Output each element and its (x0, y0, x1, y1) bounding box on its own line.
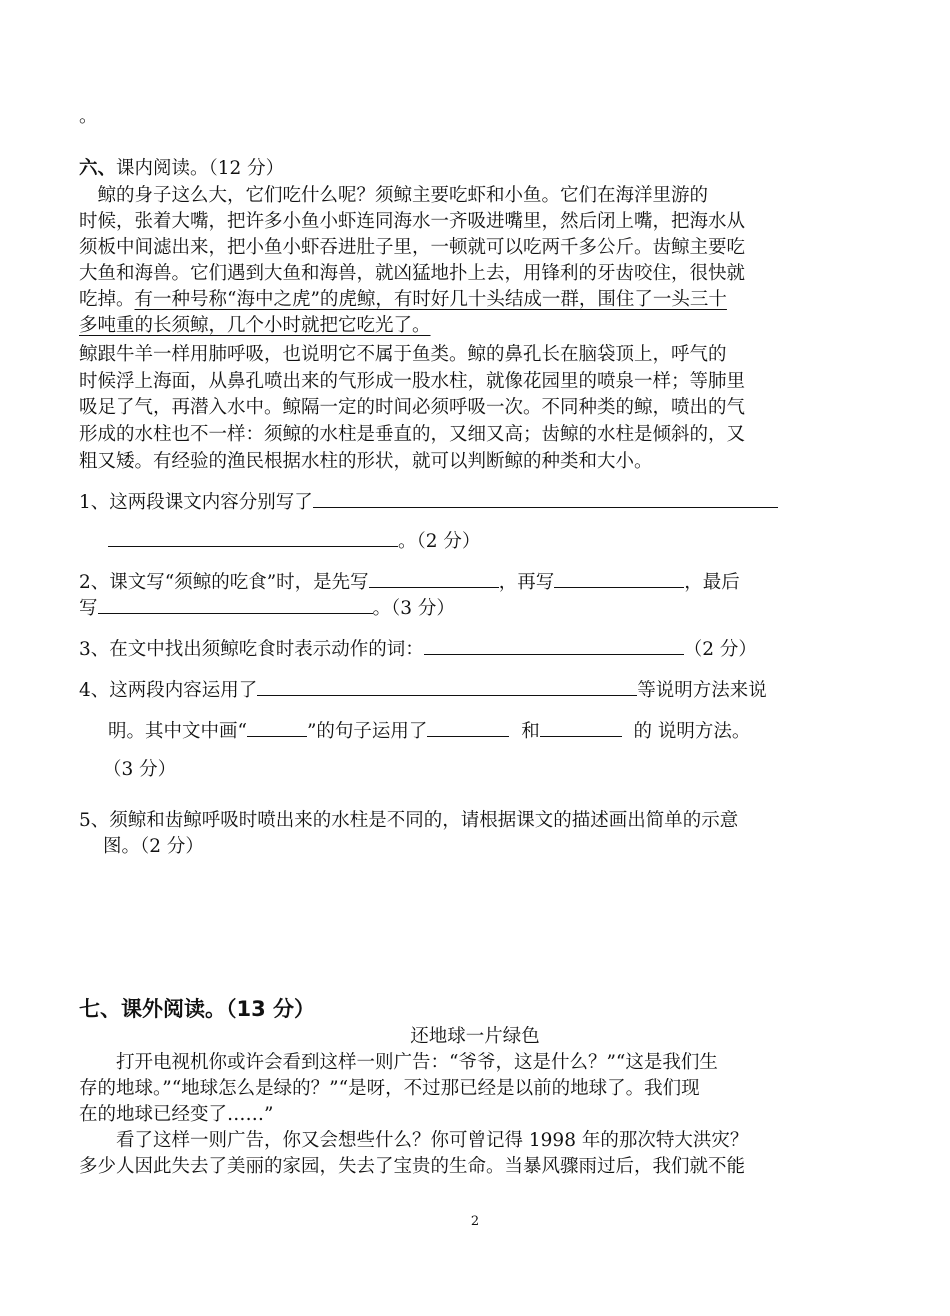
article-title: 还地球一片绿色 (410, 1026, 540, 1047)
para1-line-6 (79, 313, 809, 339)
para1-line-1: 鲸的身子这么大，它们吃什么呢？须鲸主要吃虾和小鱼。它们在海洋里游的 (79, 185, 709, 206)
question-2-part-3: ，最后 (684, 572, 740, 593)
article-line-3: 在的地球已经变了……” (79, 1104, 274, 1125)
top-fragment: 。 (79, 106, 98, 127)
question-4 (79, 677, 809, 704)
para2-line-3: 吸足了气，再潜入水中。鲸隔一定的时间必须呼吸一次。不同种类的鲸，喷出的气 (79, 397, 746, 418)
question-2-line-2-start: 写 (79, 598, 98, 619)
question-4-blank-method-2[interactable] (540, 718, 622, 737)
question-5-line-1: 5、须鲸和齿鲸呼吸时喷出来的水柱是不同的，请根据课文的描述画出简单的示意 (79, 810, 739, 831)
question-3-answer-blank[interactable] (424, 636, 684, 655)
question-1-answer-blank-2[interactable] (108, 528, 398, 547)
question-2-blank-last[interactable] (98, 595, 373, 614)
question-5-line-2: 图。（2 分） (103, 836, 204, 857)
question-4-blank-sentence[interactable] (247, 718, 307, 737)
para1-line-4: 大鱼和海兽。它们遇到大鱼和海兽，就凶猛地扑上去，用锋利的牙齿咬住，很快就 (79, 263, 746, 284)
section-6-heading (79, 156, 809, 182)
underlined-sentence-part-1: 有一种号称“海中之虎”的虎鲸，有时好几十头结成一群，围住了一头三十 (134, 289, 727, 310)
para2-line-1: 鲸跟牛羊一样用肺呼吸，也说明它不属于鱼类。鲸的鼻孔长在脑袋顶上，呼气的 (79, 344, 727, 365)
question-4-line-2-d: 的 (633, 721, 652, 742)
question-2-line-2 (79, 595, 809, 622)
question-2-part-1: 2、课文写“须鲸的吃食”时，是先写 (79, 572, 369, 593)
question-1 (79, 489, 809, 516)
question-2-part-2: ，再写 (498, 572, 555, 593)
article-line-4: 看了这样一则广告，你又会想些什么？你可曾记得 1998 年的那次特大洪灾？ (79, 1130, 749, 1151)
question-4-line-2 (108, 718, 838, 745)
question-2-blank-first[interactable] (369, 569, 499, 588)
question-4-line-2-e: 说明方法。 (657, 721, 751, 742)
question-4-line-1: 4、这两段内容运用了 (79, 680, 258, 701)
article-line-1: 打开电视机你或许会看到这样一则广告：“爷爷，这是什么？”“这是我们生 (79, 1052, 718, 1073)
question-4-line-1-end: 等说明方法来说 (637, 680, 767, 701)
question-3-score: （2 分） (683, 639, 757, 660)
section-6-title: 课内阅读。（12 分） (116, 158, 285, 179)
question-4-line-2-c: 和 (521, 721, 540, 742)
question-4-blank-methods[interactable] (257, 677, 637, 696)
question-2-line-2-end: 。（3 分） (372, 598, 455, 619)
question-1-end: 。（2 分） (398, 531, 481, 552)
question-1-text: 1、这两段课文内容分别写了 (79, 492, 313, 513)
article-line-2: 存的地球。”“地球怎么是绿的？”“是呀，不过那已经是以前的地球了。我们现 (79, 1078, 700, 1099)
question-4-line-2-a: 明。其中文中画“ (108, 721, 247, 742)
para2-line-5: 粗又矮。有经验的渔民根据水柱的形状，就可以判断鲸的种类和大小。 (79, 451, 653, 472)
para2-line-4: 形成的水柱也不一样：须鲸的水柱是垂直的，又细又高；齿鲸的水柱是倾斜的，又 (79, 424, 746, 445)
para1-line-3: 须板中间滤出来，把小鱼小虾吞进肚子里，一顿就可以吃两千多公斤。齿鲸主要吃 (79, 237, 746, 258)
article-line-5: 多少人因此失去了美丽的家园，失去了宝贵的生命。当暴风骤雨过后，我们就不能 (79, 1156, 746, 1177)
para1-line-5 (79, 287, 809, 313)
question-1-answer-blank-1[interactable] (313, 489, 778, 508)
para1-line-2: 时候，张着大嘴，把许多小鱼小虾连同海水一齐吸进嘴里，然后闭上嘴，把海水从 (79, 211, 746, 232)
underlined-sentence-part-2: 多吨重的长须鲸，几个小时就把它吃光了。 (79, 315, 431, 336)
question-2 (79, 569, 809, 596)
section-6-number: 六、 (79, 158, 117, 179)
question-3-text: 3、在文中找出须鲸吃食时表示动作的词： (79, 639, 424, 660)
question-4-blank-method-1[interactable] (427, 718, 509, 737)
question-1-line-2 (108, 528, 838, 555)
page-number: 2 (470, 1214, 480, 1229)
para2-line-2: 时候浮上海面，从鼻孔喷出来的气形成一股水柱，就像花园里的喷泉一样；等肺里 (79, 371, 746, 392)
section-7-heading: 七、课外阅读。（13 分） (79, 997, 316, 1021)
question-3 (79, 636, 809, 663)
question-4-score: （3 分） (103, 759, 177, 780)
question-4-line-2-b: ”的句子运用了 (306, 721, 428, 742)
para1-line-5-plain: 吃掉。 (79, 289, 135, 310)
question-2-blank-then[interactable] (554, 569, 684, 588)
